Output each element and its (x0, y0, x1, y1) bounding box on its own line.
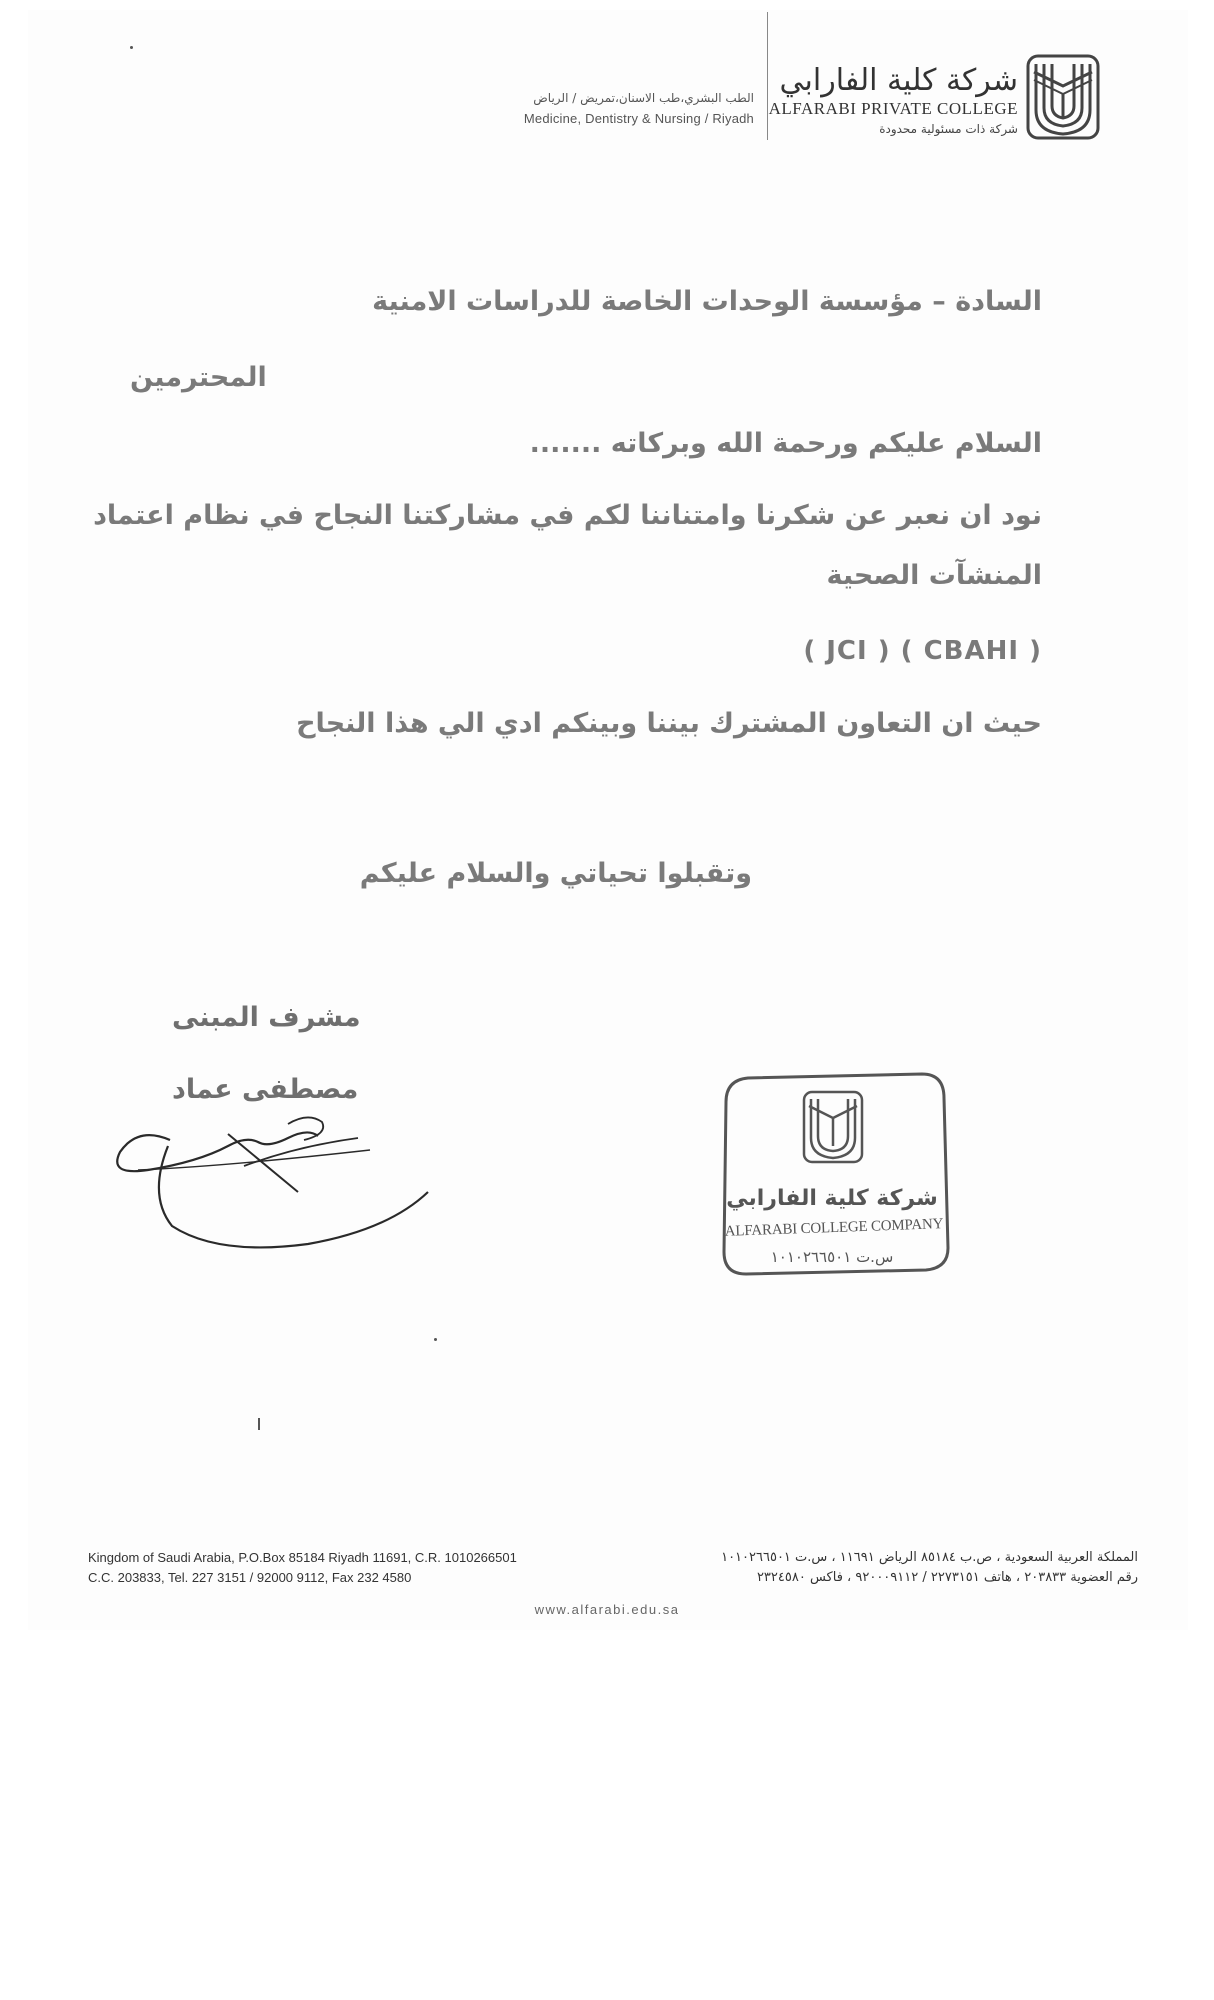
company-name-ar: شركة كلية الفارابي (779, 63, 1018, 98)
stamp-name-en: ALFARABI COLLEGE COMPANY (724, 1216, 944, 1240)
faculty-block (524, 88, 754, 130)
accreditation-line: ( JCI ) ( CBAHI ) (803, 636, 1042, 666)
header-divider (767, 12, 768, 140)
company-name-en: ALFARABI PRIVATE COLLEGE (768, 99, 1018, 118)
footer-en-line-2: C.C. 203833, Tel. 227 3151 / 92000 9112, Fax 232 4580 (88, 1570, 412, 1585)
footer-en-line-1: Kingdom of Saudi Arabia, P.O.Box 85184 Riyadh 11691, C.R. 1010266501 (88, 1550, 517, 1565)
paragraph-1-line-2: المنشآت الصحية (826, 560, 1042, 591)
faculty-ar: الطب البشري،طب الاسنان،تمريض / الرياض (533, 91, 754, 105)
paragraph-1-line-1: نود ان نعبر عن شكرنا وامتناننا لكم في مشاركتنا النجاح في نظام اعتماد (93, 500, 1042, 531)
paragraph-2: حيث ان التعاون المشترك بيننا وبينكم ادي الي هذا النجاح (296, 708, 1042, 739)
footer-ar-line-2: رقم العضوية ٢٠٣٨٣٣ ، هاتف ٢٢٧٣١٥١ / ٩٢٠٠٠٩١١٢ ، فاكس ٢٣٢٤٥٨٠ (756, 1570, 1138, 1585)
footer-address-ar (721, 1548, 1138, 1588)
scan-speck (434, 1338, 437, 1341)
stamp-cr: س.ت ١٠١٠٢٦٦٥٠١ (770, 1248, 894, 1266)
faculty-en: Medicine, Dentistry & Nursing / Riyadh (523, 111, 754, 126)
scan-speck (258, 1418, 260, 1430)
college-logo-icon (1024, 50, 1102, 146)
footer-ar-line-1: المملكة العربية السعودية ، ص.ب ٨٥١٨٤ الرياض ١١٦٩١ ، س.ت ١٠١٠٢٦٦٥٠١ (721, 1550, 1138, 1565)
letter-page (28, 10, 1188, 1630)
honorific-line: المحترمين (130, 362, 267, 393)
website-link[interactable]: www.alfarabi.edu.sa (534, 1602, 680, 1617)
footer-address-en (88, 1548, 517, 1588)
handwritten-signature (108, 1106, 438, 1256)
company-stamp (712, 1068, 952, 1280)
scan-speck (130, 46, 133, 49)
closing-line: وتقبلوا تحياتي والسلام عليكم (359, 858, 752, 889)
greeting-line: السلام عليكم ورحمة الله وبركاته ....... (529, 428, 1042, 459)
stamp-name-ar: شركة كلية الفارابي (726, 1186, 938, 1211)
signer-name: مصطفى عماد (172, 1074, 359, 1105)
addressee-line: السادة – مؤسسة الوحدات الخاصة للدراسات الامنية (372, 286, 1042, 317)
signer-position: مشرف المبنى (172, 1002, 361, 1033)
company-brand (769, 64, 1018, 138)
company-type-ar: شركة ذات مسئولية محدودة (879, 122, 1018, 136)
